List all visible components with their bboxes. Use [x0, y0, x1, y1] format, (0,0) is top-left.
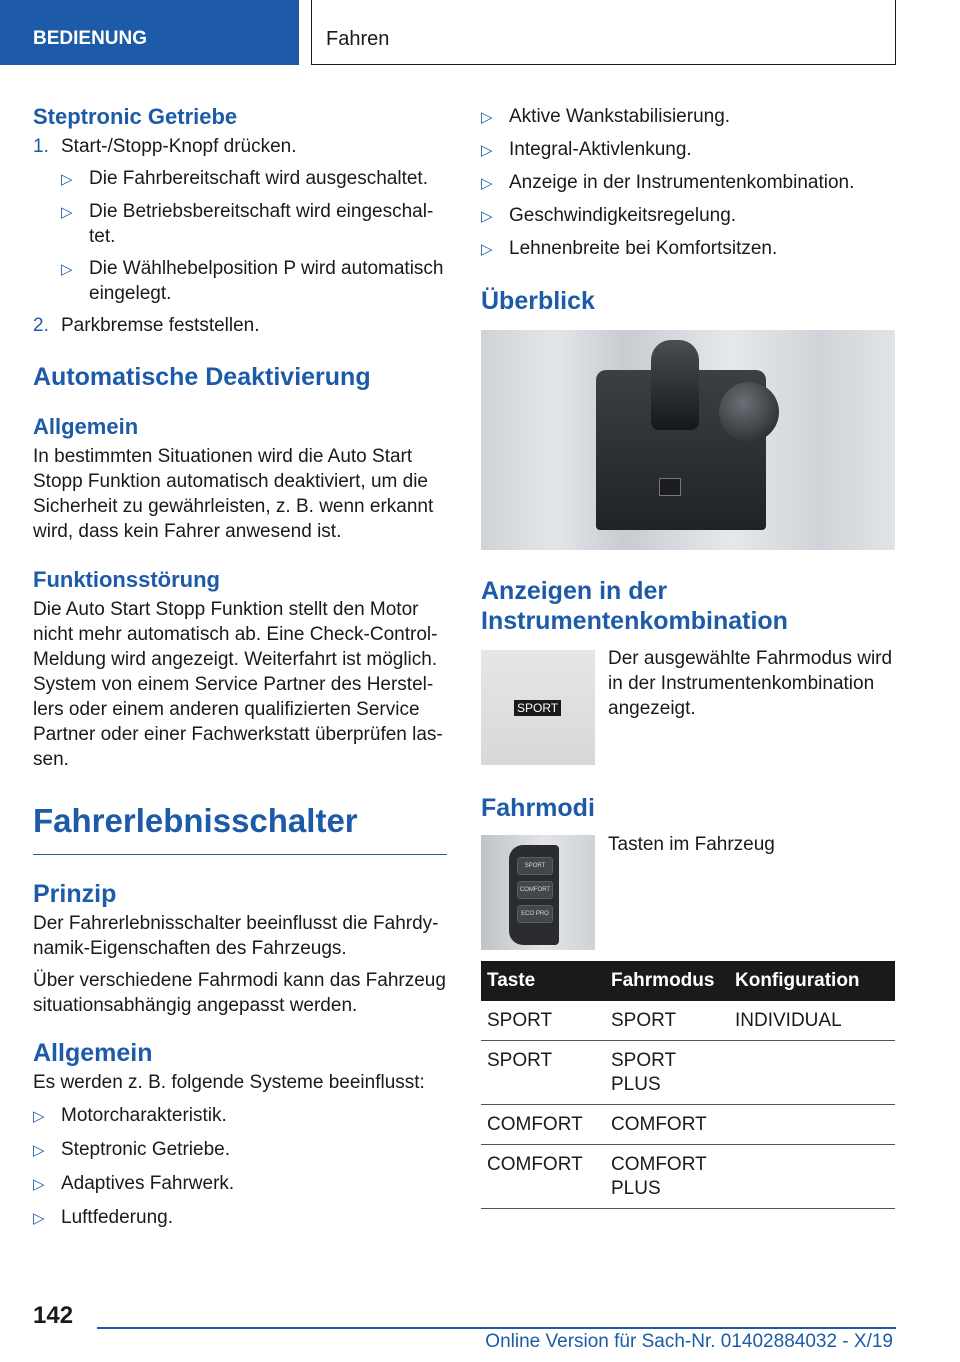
list-item: ▷ Lehnenbreite bei Komfortsitzen. — [481, 236, 895, 262]
list-item: ▷ Integral-Aktivlenkung. — [481, 137, 895, 163]
fes-allgemein-text: Es werden z. B. folgende Systeme beeinflusst: — [33, 1072, 425, 1093]
parking-brake-button — [659, 478, 681, 496]
stoerung-heading: Funktionsstörung — [33, 567, 220, 592]
step-1 — [33, 134, 447, 159]
list-item: ▷ Steptronic Getriebe. — [33, 1137, 447, 1163]
triangle-right-icon: ▷ — [33, 1176, 45, 1193]
table-row: COMFORT COMFORT — [481, 1105, 895, 1145]
table-header-row — [481, 961, 895, 1001]
header-taste: Taste — [481, 961, 605, 1001]
list-item: ▷ Aktive Wankstabilisierung. — [481, 104, 895, 130]
eco-pro-key: ECO PRO — [517, 905, 553, 923]
right-column — [481, 100, 895, 1209]
triangle-right-icon: ▷ — [33, 1108, 45, 1125]
prinzip-heading: Prinzip — [33, 880, 117, 908]
gear-lever — [651, 340, 699, 430]
fes-allgemein-heading: Allgemein — [33, 1039, 153, 1067]
list-item: ▷ Motorcharakteristik. — [33, 1103, 447, 1129]
auto-deakt-heading: Automatische Deaktivierung — [33, 363, 371, 391]
page-number: 142 — [33, 1302, 74, 1329]
fahrmodi-block — [481, 835, 895, 950]
allgemein-text: In bestimmten Situationen wird die Auto Start Stopp Funktion automatisch deaktiviert, um die Sicherheit zu gewährleisten, z. B. wenn erkannt wird, dass kein Fahrer anwesend ist. — [33, 446, 434, 542]
table-row: SPORT SPORT INDIVIDUAL — [481, 1001, 895, 1041]
chapter-tab[interactable] — [311, 0, 896, 65]
allgemein-heading: Allgemein — [33, 414, 139, 439]
sport-key: SPORT — [517, 857, 553, 875]
triangle-right-icon: ▷ — [33, 1142, 45, 1159]
cluster-display-image — [481, 650, 595, 765]
anzeigen-block — [481, 650, 895, 765]
list-item: ▷ Die Fahrbereitschaft wird ausgeschaltet. — [61, 166, 447, 192]
header-konfiguration: Konfiguration — [729, 961, 895, 1001]
anzeigen-text: Der ausgewählte Fahrmodus wird in der Instrumentenkombination angezeigt. — [608, 648, 893, 719]
list-item: ▷ Die Wählhebelposition P wird automatisch eingelegt. — [61, 258, 444, 304]
triangle-right-icon: ▷ — [61, 204, 73, 221]
table-row: COMFORT COMFORT PLUS — [481, 1145, 895, 1209]
controller-knob — [719, 382, 779, 442]
fahrmodi-text: Tasten im Fahrzeug — [608, 834, 775, 855]
section-tab[interactable] — [0, 0, 299, 65]
triangle-right-icon: ▷ — [61, 261, 73, 278]
footer-divider — [97, 1327, 896, 1329]
footer-link[interactable]: Online Version für Sach-Nr. 01402884032 - X/19 — [485, 1331, 893, 1352]
section-label: BEDIENUNG — [33, 28, 148, 49]
list-item: ▷ Anzeige in der Instrumentenkombination. — [481, 170, 895, 196]
fes-heading: Fahrerlebnisschalter — [33, 800, 447, 855]
fahrmodi-heading: Fahrmodi — [481, 794, 595, 822]
header-fahrmodus: Fahrmodus — [605, 961, 729, 1001]
mode-buttons-image — [481, 835, 595, 950]
prinzip-text-2: Über verschiedene Fahrmodi kann das Fahrzeug situationsabhängig angepasst werden. — [33, 970, 446, 1016]
triangle-right-icon: ▷ — [61, 171, 73, 188]
step-text: Start-/Stopp-Knopf drücken. — [61, 136, 297, 157]
triangle-right-icon: ▷ — [33, 1210, 45, 1227]
step-2 — [33, 313, 447, 338]
list-item: ▷ Geschwindigkeitsregelung. — [481, 203, 895, 229]
left-column — [33, 100, 447, 1231]
table-row: SPORT SPORT PLUS — [481, 1041, 895, 1105]
sport-badge: SPORT — [514, 700, 561, 716]
triangle-right-icon: ▷ — [481, 208, 493, 225]
triangle-right-icon: ▷ — [481, 241, 493, 258]
chapter-label: Fahren — [326, 28, 390, 50]
prinzip-text-1: Der Fahrerlebnisschalter beeinflusst die Fahrdy‐ namik-Eigenschaften des Fahrzeugs. — [33, 913, 439, 959]
triangle-right-icon: ▷ — [481, 175, 493, 192]
step-number: 2. — [33, 315, 49, 336]
list-item: ▷ Die Betriebsbereitschaft wird eingeschal‐ tet. — [61, 201, 434, 247]
anzeigen-heading: Anzeigen in der Instrumentenkombination — [481, 577, 788, 635]
modes-table — [481, 961, 895, 1209]
steptronic-heading: Steptronic Getriebe — [33, 104, 238, 129]
comfort-key: COMFORT — [517, 881, 553, 899]
list-item: ▷ Adaptives Fahrwerk. — [33, 1171, 447, 1197]
console-photo — [481, 330, 895, 550]
step-number: 1. — [33, 136, 49, 157]
stoerung-text: Die Auto Start Stopp Funktion stellt den Motor nicht mehr automatisch ab. Eine Check-Control- Meldung wird angezeigt. Weiterfahrt ist möglich. System von einem Service Partner des Herstel‐ lers oder einem anderen qualifizierten Service Partner oder einer Fachwerkstatt überprüfen las‐ sen. — [33, 599, 443, 770]
triangle-right-icon: ▷ — [481, 142, 493, 159]
list-item: ▷ Luftfederung. — [33, 1205, 447, 1231]
triangle-right-icon: ▷ — [481, 109, 493, 126]
step-text: Parkbremse feststellen. — [61, 315, 260, 336]
ueberblick-heading: Überblick — [481, 287, 595, 315]
